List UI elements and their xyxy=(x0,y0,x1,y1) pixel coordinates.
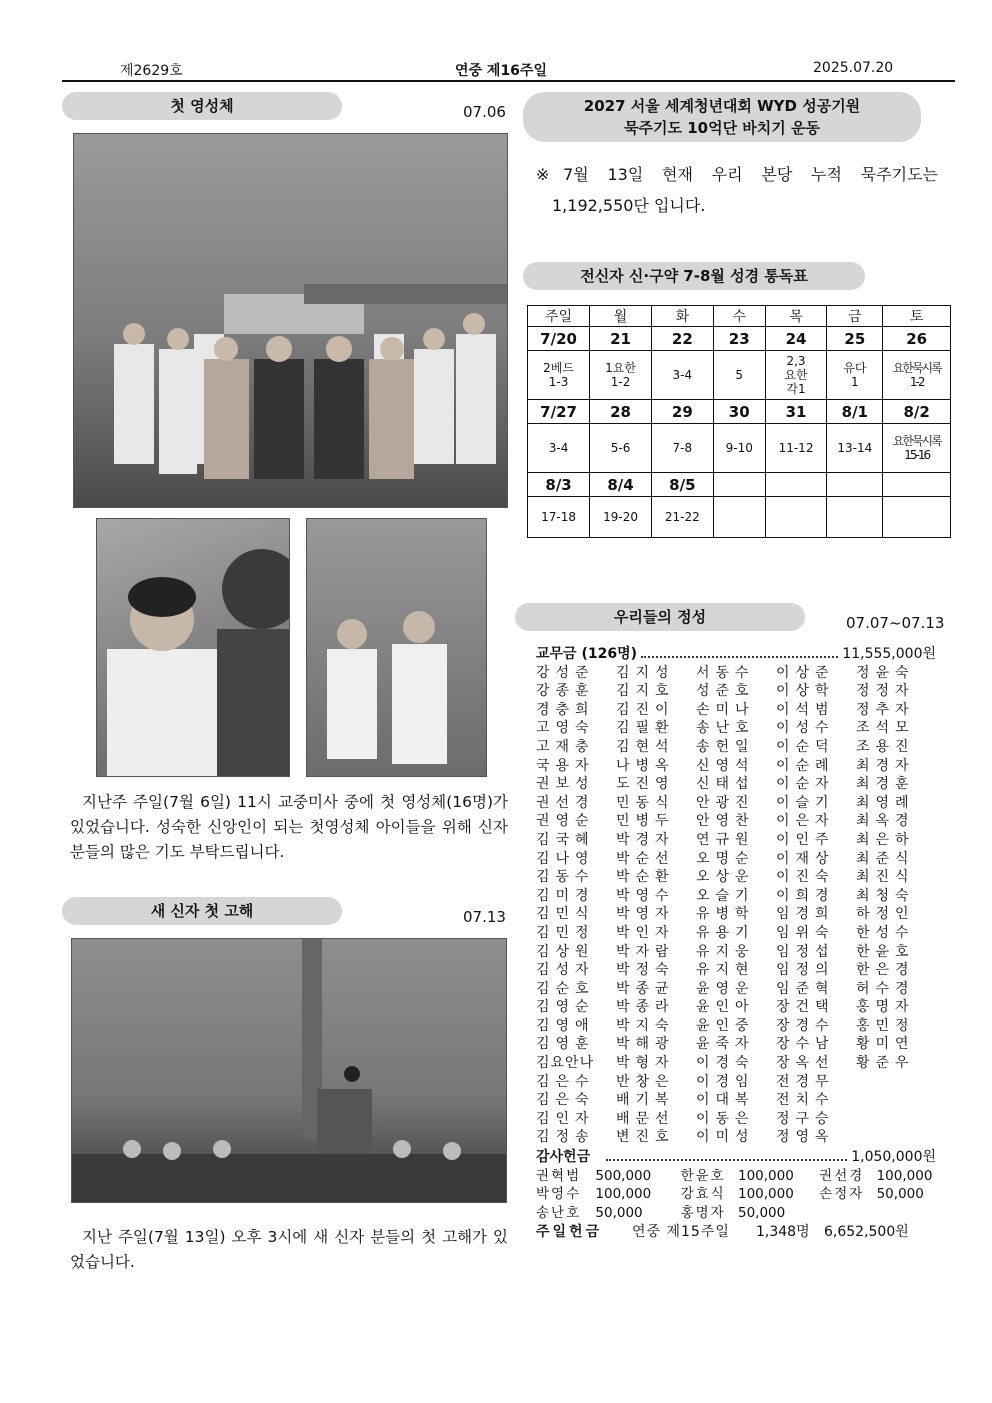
bible-date-cell: 8/4 xyxy=(590,473,652,497)
name-row xyxy=(536,850,936,869)
donor-name: 이순자 xyxy=(776,776,835,793)
donor-name: 이상준 xyxy=(776,664,835,681)
group-photo-illustration xyxy=(74,134,507,507)
thanks-donor-amount: 100,000 xyxy=(737,1186,794,1203)
thanks-total: 1,050,000원 xyxy=(851,1149,936,1166)
donor-name: 박종라 xyxy=(616,999,675,1016)
bible-header-cell: 수 xyxy=(713,306,765,327)
name-row xyxy=(536,868,936,887)
donor-name: 임정섭 xyxy=(776,943,835,960)
name-row xyxy=(536,998,936,1017)
donor-name: 이상학 xyxy=(776,683,835,700)
thanks-row xyxy=(536,1148,936,1167)
name-row xyxy=(536,1017,936,1036)
communion-photo-right-illustration xyxy=(307,519,486,776)
donor-name: 김은수 xyxy=(536,1073,595,1090)
name-row xyxy=(536,1054,936,1073)
bible-title: 전신자 신·구약 7-8월 성경 통독표 xyxy=(523,262,865,290)
thanks-donor-amount: 500,000 xyxy=(595,1167,652,1184)
bible-reading-cell: 9-10 xyxy=(713,424,765,473)
donor-name xyxy=(856,1110,936,1129)
donor-name: 임위숙 xyxy=(776,924,835,941)
donor-name: 김상원 xyxy=(536,943,595,960)
bible-date-cell: 8/2 xyxy=(883,400,951,424)
donor-name: 홍민정 xyxy=(856,1017,915,1034)
thanks-donor-amount: 100,000 xyxy=(876,1167,933,1184)
bible-header-cell: 목 xyxy=(765,306,827,327)
donor-name: 이경임 xyxy=(696,1073,755,1090)
donor-name: 최옥경 xyxy=(856,813,915,830)
offerings-title: 우리들의 정성 xyxy=(515,603,805,631)
kyomu-total: 11,555,000원 xyxy=(842,646,936,662)
sunday-week: 연중 제15주일 xyxy=(632,1224,730,1241)
thanks-donor-row xyxy=(536,1185,936,1204)
donor-name: 배문선 xyxy=(616,1110,675,1127)
bible-reading-cell: 7-8 xyxy=(651,424,713,473)
name-row xyxy=(536,1035,936,1054)
donor-name: 정추자 xyxy=(856,701,915,718)
thanks-donor-amount xyxy=(877,1204,936,1223)
donor-name: 최은하 xyxy=(856,831,915,848)
donor-name: 윤죽자 xyxy=(696,1036,755,1053)
donor-name: 이성수 xyxy=(776,720,835,737)
header-rule xyxy=(62,80,955,82)
donor-name: 박순선 xyxy=(616,850,675,867)
bible-header-cell: 금 xyxy=(827,306,883,327)
bible-reading-cell: 11-12 xyxy=(765,424,827,473)
donor-name: 안영찬 xyxy=(696,813,755,830)
offerings-section xyxy=(536,645,936,1242)
sunday-count: 1,348명 xyxy=(756,1224,810,1241)
donor-name: 윤영운 xyxy=(696,980,755,997)
donor-name: 배기복 xyxy=(616,1092,675,1109)
bible-reading-cell xyxy=(713,497,765,538)
bible-header-cell: 월 xyxy=(590,306,652,327)
donor-name: 나병옥 xyxy=(616,757,675,774)
thanks-donor-name: 강효식 xyxy=(680,1186,726,1203)
bible-reading-cell xyxy=(827,497,883,538)
liturgical-week: 연중 제16주일 xyxy=(455,63,547,79)
bible-date-cell: 25 xyxy=(827,327,883,351)
thanks-leader xyxy=(606,1159,847,1161)
name-row xyxy=(536,980,936,999)
donor-name: 김민정 xyxy=(536,924,595,941)
donor-name: 장수남 xyxy=(776,1036,835,1053)
donor-name: 김현석 xyxy=(616,738,675,755)
donor-name: 김은숙 xyxy=(536,1092,595,1109)
donor-name: 변진호 xyxy=(616,1129,675,1146)
donor-name: 박형자 xyxy=(616,1055,675,1072)
bible-date-cell: 26 xyxy=(883,327,951,351)
donor-name: 김영훈 xyxy=(536,1036,595,1053)
donor-name: 장경수 xyxy=(776,1017,835,1034)
wyd-text-line1: ※7월 13일 현재 우리 본당 누적 묵주기도는 xyxy=(536,165,938,184)
bible-reading-cell: 17-18 xyxy=(528,497,590,538)
donor-name: 권영순 xyxy=(536,813,595,830)
first-communion-text: 지난주 주일(7월 6일) 11시 교중미사 중에 첫 영성체(16명)가 있었습니다. 성숙한 신앙인이 되는 첫영성체 아이들을 위해 신자분들의 많은 기도 부탁드립니다. xyxy=(70,793,508,861)
donor-name: 고영숙 xyxy=(536,720,595,737)
kyomu-leader xyxy=(641,656,838,658)
donor-name: 김영순 xyxy=(536,999,595,1016)
thanks-donor-name: 박영수 xyxy=(536,1186,582,1203)
bible-date-cell: 31 xyxy=(765,400,827,424)
thanks-donor-row xyxy=(536,1167,936,1186)
bible-header-cell: 화 xyxy=(651,306,713,327)
name-row xyxy=(536,1128,936,1147)
donor-name: 박경자 xyxy=(616,831,675,848)
name-row xyxy=(536,775,936,794)
name-row xyxy=(536,664,936,683)
name-row xyxy=(536,831,936,850)
donor-name: 유지현 xyxy=(696,962,755,979)
donor-name: 민동식 xyxy=(616,794,675,811)
name-row xyxy=(536,943,936,962)
bible-reading-cell: 19-20 xyxy=(590,497,652,538)
bible-reading-row xyxy=(528,497,951,538)
thanks-donor-amount: 50,000 xyxy=(876,1186,924,1203)
name-row xyxy=(536,794,936,813)
bible-date-cell: 30 xyxy=(713,400,765,424)
bible-reading-cell: 13-14 xyxy=(827,424,883,473)
first-confession-date: 07.13 xyxy=(463,908,506,926)
donor-name: 조석모 xyxy=(856,720,915,737)
bible-date-row xyxy=(528,400,951,424)
bible-header-row xyxy=(528,306,951,327)
donor-name: 이경숙 xyxy=(696,1055,755,1072)
bible-reading-cell: 21-22 xyxy=(651,497,713,538)
donor-name: 이재상 xyxy=(776,850,835,867)
kyomu-label: 교무금 (126명) xyxy=(536,646,637,662)
donor-name: 유용기 xyxy=(696,924,755,941)
kyomu-row xyxy=(536,645,936,664)
donor-name: 최경자 xyxy=(856,757,915,774)
donor-name: 장건택 xyxy=(776,999,835,1016)
donor-name: 도진영 xyxy=(616,776,675,793)
donor-name: 이순례 xyxy=(776,757,835,774)
thanks-donor-name xyxy=(819,1204,876,1223)
donor-name: 오명순 xyxy=(696,850,755,867)
bible-reading-cell: 1요한 1-2 xyxy=(590,351,652,400)
donor-name: 안광진 xyxy=(696,794,755,811)
donor-name: 김필환 xyxy=(616,720,675,737)
bible-header-cell: 주일 xyxy=(528,306,590,327)
sunday-label: 주일헌금 xyxy=(536,1224,603,1241)
donor-name: 김순호 xyxy=(536,980,595,997)
donor-name: 전경무 xyxy=(776,1073,835,1090)
donor-name: 유지웅 xyxy=(696,943,755,960)
donor-name: 김영애 xyxy=(536,1017,595,1034)
donor-name: 박해광 xyxy=(616,1036,675,1053)
bible-reading-cell xyxy=(883,497,951,538)
name-row xyxy=(536,1073,936,1092)
donor-name: 박영수 xyxy=(616,887,675,904)
donor-name: 박인자 xyxy=(616,924,675,941)
first-communion-date: 07.06 xyxy=(463,103,506,121)
donor-name: 한성수 xyxy=(856,924,915,941)
wyd-title xyxy=(523,92,921,142)
donor-name: 이순덕 xyxy=(776,738,835,755)
donor-name: 박종균 xyxy=(616,980,675,997)
donor-name: 서동수 xyxy=(696,664,755,681)
name-row xyxy=(536,924,936,943)
bible-reading-cell: 2베드 1-3 xyxy=(528,351,590,400)
bible-reading-row xyxy=(528,351,951,400)
donor-name: 허수경 xyxy=(856,980,915,997)
donor-name: 이슬기 xyxy=(776,794,835,811)
donor-name: 최영례 xyxy=(856,794,915,811)
bible-date-cell xyxy=(827,473,883,497)
donor-name: 최진식 xyxy=(856,869,915,886)
bible-date-cell: 8/3 xyxy=(528,473,590,497)
donor-name: 민병두 xyxy=(616,813,675,830)
thanks-donor-name: 손정자 xyxy=(819,1186,865,1203)
wyd-title-line1: 2027 서울 세계청년대회 WYD 성공기원 xyxy=(583,97,861,115)
thanks-donor-amount: 50,000 xyxy=(737,1204,786,1221)
communion-photo-left xyxy=(96,518,290,777)
donor-name: 임준혁 xyxy=(776,980,835,997)
donor-name: 연규원 xyxy=(696,831,755,848)
donor-name: 성준호 xyxy=(696,683,755,700)
donor-name: 정구승 xyxy=(776,1110,835,1127)
donor-name: 황미연 xyxy=(856,1036,915,1053)
donor-name: 오상운 xyxy=(696,869,755,886)
bible-date-cell: 21 xyxy=(590,327,652,351)
name-row xyxy=(536,719,936,738)
donor-name: 정정자 xyxy=(856,683,915,700)
donor-name: 이석범 xyxy=(776,701,835,718)
thanks-label: 감사헌금 xyxy=(536,1149,591,1166)
donor-name: 임경희 xyxy=(776,906,835,923)
name-row xyxy=(536,1091,936,1110)
name-row xyxy=(536,887,936,906)
donor-name: 박정숙 xyxy=(616,962,675,979)
thanks-donor-amount: 100,000 xyxy=(737,1167,794,1184)
bible-reading-cell: 3-4 xyxy=(651,351,713,400)
donor-name: 이은자 xyxy=(776,813,835,830)
issue-number: 제2629호 xyxy=(120,63,183,79)
donor-name: 김성자 xyxy=(536,962,595,979)
donor-name xyxy=(856,1073,936,1092)
donor-name: 경충희 xyxy=(536,701,595,718)
bible-reading-cell: 3-4 xyxy=(528,424,590,473)
bible-reading-cell xyxy=(765,497,827,538)
name-row xyxy=(536,682,936,701)
donor-name: 하정인 xyxy=(856,906,915,923)
donor-name: 한은경 xyxy=(856,962,915,979)
bible-date-cell: 22 xyxy=(651,327,713,351)
bible-reading-cell: 5 xyxy=(713,351,765,400)
bible-reading-cell: 유다 1 xyxy=(827,351,883,400)
issue-date: 2025.07.20 xyxy=(813,60,894,76)
bible-reading-cell: 5-6 xyxy=(590,424,652,473)
donor-name: 전치수 xyxy=(776,1092,835,1109)
donor-name: 윤인아 xyxy=(696,999,755,1016)
donor-name: 박자람 xyxy=(616,943,675,960)
first-communion-title: 첫 영성체 xyxy=(62,92,342,120)
thanks-grid xyxy=(536,1167,936,1223)
donor-name: 김지성 xyxy=(616,664,675,681)
donor-name: 이대복 xyxy=(696,1092,755,1109)
donor-name: 이인주 xyxy=(776,831,835,848)
communion-photo-right xyxy=(306,518,487,777)
first-confession-title: 새 신자 첫 고해 xyxy=(62,897,342,925)
donor-name: 장옥선 xyxy=(776,1055,835,1072)
name-row xyxy=(536,1110,936,1129)
bible-reading-cell: 요한묵시록 15-16 xyxy=(883,424,951,473)
donor-name: 김진이 xyxy=(616,701,675,718)
thanks-donor-name: 권선경 xyxy=(819,1167,865,1184)
donor-name: 김동수 xyxy=(536,869,595,886)
donor-name: 신영석 xyxy=(696,757,755,774)
donor-name: 이동은 xyxy=(696,1110,755,1127)
donor-name xyxy=(856,1128,936,1147)
name-row xyxy=(536,812,936,831)
thanks-donor-name: 송난호 xyxy=(536,1204,582,1221)
donor-name: 정영옥 xyxy=(776,1129,835,1146)
donor-name: 박순환 xyxy=(616,869,675,886)
bible-date-row xyxy=(528,473,951,497)
communion-photo-left-illustration xyxy=(97,519,289,776)
wyd-text-line2: 1,192,550단 입니다. xyxy=(552,196,706,215)
donor-name: 국용자 xyxy=(536,757,595,774)
donor-name: 김민식 xyxy=(536,906,595,923)
donor-name: 한윤호 xyxy=(856,943,915,960)
bible-date-cell xyxy=(883,473,951,497)
bible-reading-row xyxy=(528,424,951,473)
thanks-donor-amount: 100,000 xyxy=(595,1186,652,1203)
offerings-date: 07.07~07.13 xyxy=(846,614,945,632)
donor-name: 정윤숙 xyxy=(856,664,915,681)
donor-name: 홍명자 xyxy=(856,999,915,1016)
bible-date-cell: 23 xyxy=(713,327,765,351)
donor-name: 윤인중 xyxy=(696,1017,755,1034)
bible-header-cell: 토 xyxy=(883,306,951,327)
donor-name: 김지호 xyxy=(616,683,675,700)
bible-date-cell: 29 xyxy=(651,400,713,424)
donor-name: 권보성 xyxy=(536,776,595,793)
donor-name: 손미나 xyxy=(696,701,755,718)
donor-name xyxy=(856,1091,936,1110)
donor-name: 권선경 xyxy=(536,794,595,811)
donor-name: 박영자 xyxy=(616,906,675,923)
donor-name: 최경훈 xyxy=(856,776,915,793)
name-row xyxy=(536,961,936,980)
donor-name: 임정의 xyxy=(776,962,835,979)
donor-name: 김국혜 xyxy=(536,831,595,848)
donor-name: 반창은 xyxy=(616,1073,675,1090)
thanks-donor-name: 홍명자 xyxy=(680,1204,726,1221)
donor-name: 김인자 xyxy=(536,1110,595,1127)
bible-date-cell: 8/1 xyxy=(827,400,883,424)
donor-name: 조용진 xyxy=(856,738,915,755)
donor-name: 신태섭 xyxy=(696,776,755,793)
donor-name: 송헌일 xyxy=(696,738,755,755)
thanks-donor-name: 권혁범 xyxy=(536,1167,582,1184)
donor-name: 이진숙 xyxy=(776,869,835,886)
kyomu-name-grid xyxy=(536,664,936,1147)
bible-date-cell: 24 xyxy=(765,327,827,351)
bible-date-cell xyxy=(765,473,827,497)
bible-reading-table xyxy=(527,305,951,538)
donor-name: 이희경 xyxy=(776,887,835,904)
donor-name: 김미경 xyxy=(536,887,595,904)
thanks-donor-row xyxy=(536,1204,936,1223)
wyd-title-line2: 묵주기도 10억단 바치기 운동 xyxy=(624,119,820,137)
donor-name: 최준식 xyxy=(856,850,915,867)
donor-name: 황준우 xyxy=(856,1055,915,1072)
donor-name: 송난호 xyxy=(696,720,755,737)
donor-name: 유병학 xyxy=(696,906,755,923)
bible-date-cell: 7/27 xyxy=(528,400,590,424)
donor-name: 김나영 xyxy=(536,850,595,867)
bible-date-cell: 7/20 xyxy=(528,327,590,351)
donor-name: 김정송 xyxy=(536,1129,595,1146)
donor-name: 고재충 xyxy=(536,738,595,755)
bible-date-cell xyxy=(713,473,765,497)
thanks-donor-name: 한윤호 xyxy=(680,1167,726,1184)
sunday-row xyxy=(536,1223,936,1242)
name-row xyxy=(536,701,936,720)
name-row xyxy=(536,757,936,776)
thanks-donor-amount: 50,000 xyxy=(595,1204,643,1221)
donor-name: 강성준 xyxy=(536,664,595,681)
donor-name: 오슬기 xyxy=(696,887,755,904)
bible-date-cell: 28 xyxy=(590,400,652,424)
bible-date-row xyxy=(528,327,951,351)
donor-name: 이미성 xyxy=(696,1129,755,1146)
donor-name: 박지숙 xyxy=(616,1017,675,1034)
bible-date-cell: 8/5 xyxy=(651,473,713,497)
first-confession-text: 지난 주일(7월 13일) 오후 3시에 새 신자 분들의 첫 고해가 있었습니다. xyxy=(70,1228,508,1271)
bible-reading-cell: 요한묵시록 1-2 xyxy=(883,351,951,400)
donor-name: 최청숙 xyxy=(856,887,915,904)
name-row xyxy=(536,738,936,757)
sunday-total: 6,652,500원 xyxy=(824,1224,909,1241)
group-photo xyxy=(73,133,508,508)
donor-name: 김요안나 xyxy=(536,1055,595,1072)
bible-reading-cell: 2,3 요한 각1 xyxy=(765,351,827,400)
confession-photo xyxy=(71,938,507,1203)
name-row xyxy=(536,905,936,924)
donor-name: 강종훈 xyxy=(536,683,595,700)
confession-photo-illustration xyxy=(72,939,506,1202)
